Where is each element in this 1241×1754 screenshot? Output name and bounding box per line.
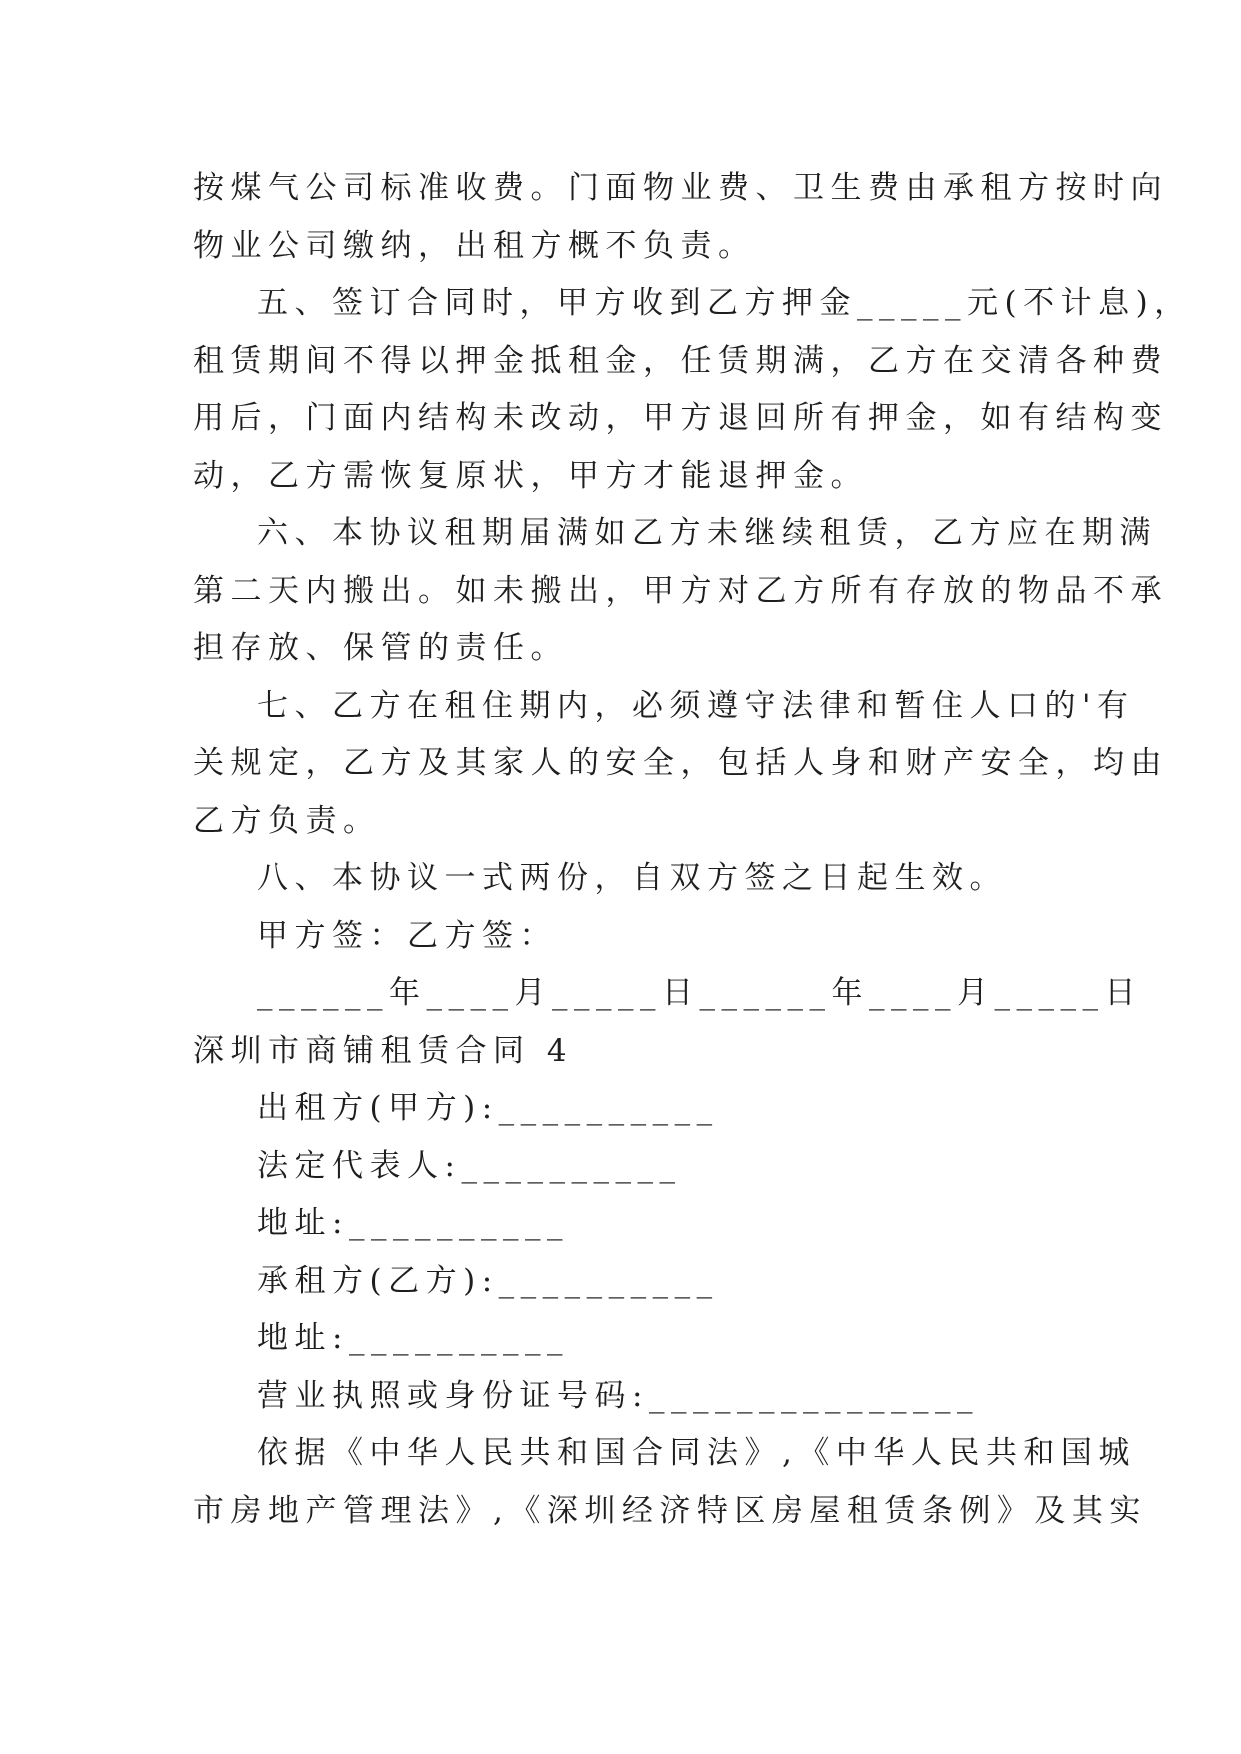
clause-5-text-line: 用后，门面内结构未改动，甲方退回所有押金，如有结构变 bbox=[193, 400, 1168, 436]
clause-7-text-line: 乙方负责。 bbox=[193, 802, 381, 839]
clause-6-text-line: 第二天内搬出。如未搬出，甲方对乙方所有存放的物品不承 bbox=[193, 572, 1168, 609]
clause-5-text-line: 租赁期间不得以押金抵租金，任赁期满，乙方在交清各种费 bbox=[193, 342, 1168, 379]
lessor-address-field: 地址:__________ bbox=[257, 1205, 569, 1241]
clause-5-text-line: 五、签订合同时，甲方收到乙方押金_____元(不计息)， bbox=[257, 285, 1192, 321]
signature-line: 甲方签：乙方签： bbox=[257, 917, 557, 954]
date-line: ______年____月_____日______年____月_____日 bbox=[257, 975, 1142, 1011]
lessee-field: 承租方(乙方):__________ bbox=[257, 1262, 719, 1299]
clause-4-text-line: 按煤气公司标准收费。门面物业费、卫生费由承租方按时向 bbox=[193, 170, 1168, 206]
lessor-field: 出租方(甲方):__________ bbox=[257, 1090, 719, 1126]
legal-basis-text-line: 市房地产管理法》,《深圳经济特区房屋租赁条例》及其实 bbox=[193, 1492, 1147, 1529]
document-body bbox=[193, 160, 1192, 1540]
clause-7-text-line: 关规定，乙方及其家人的安全，包括人身和财产安全，均由 bbox=[193, 745, 1168, 781]
lessee-address-field: 地址:__________ bbox=[257, 1320, 569, 1356]
license-id-field: 营业执照或身份证号码:_______________ bbox=[257, 1377, 979, 1414]
clause-5-text-line: 动，乙方需恢复原状，甲方才能退押金。 bbox=[193, 457, 868, 494]
clause-6-text-line: 六、本协议租期届满如乙方未继续租赁，乙方应在期满 bbox=[257, 515, 1157, 551]
contract-title: 深圳市商铺租赁合同 4 bbox=[193, 1032, 574, 1069]
clause-7-text-line: 七、乙方在租住期内，必须遵守法律和暂住人口的'有 bbox=[257, 687, 1135, 724]
clause-6-text-line: 担存放、保管的责任。 bbox=[193, 630, 568, 666]
legal-representative-field: 法定代表人:__________ bbox=[257, 1147, 682, 1184]
legal-basis-text-line: 依据《中华人民共和国合同法》,《中华人民共和国城 bbox=[257, 1435, 1136, 1471]
clause-4-text-line: 物业公司缴纳，出租方概不负责。 bbox=[193, 227, 756, 264]
clause-8-text-line: 八、本协议一式两份，自双方签之日起生效。 bbox=[257, 860, 1007, 896]
